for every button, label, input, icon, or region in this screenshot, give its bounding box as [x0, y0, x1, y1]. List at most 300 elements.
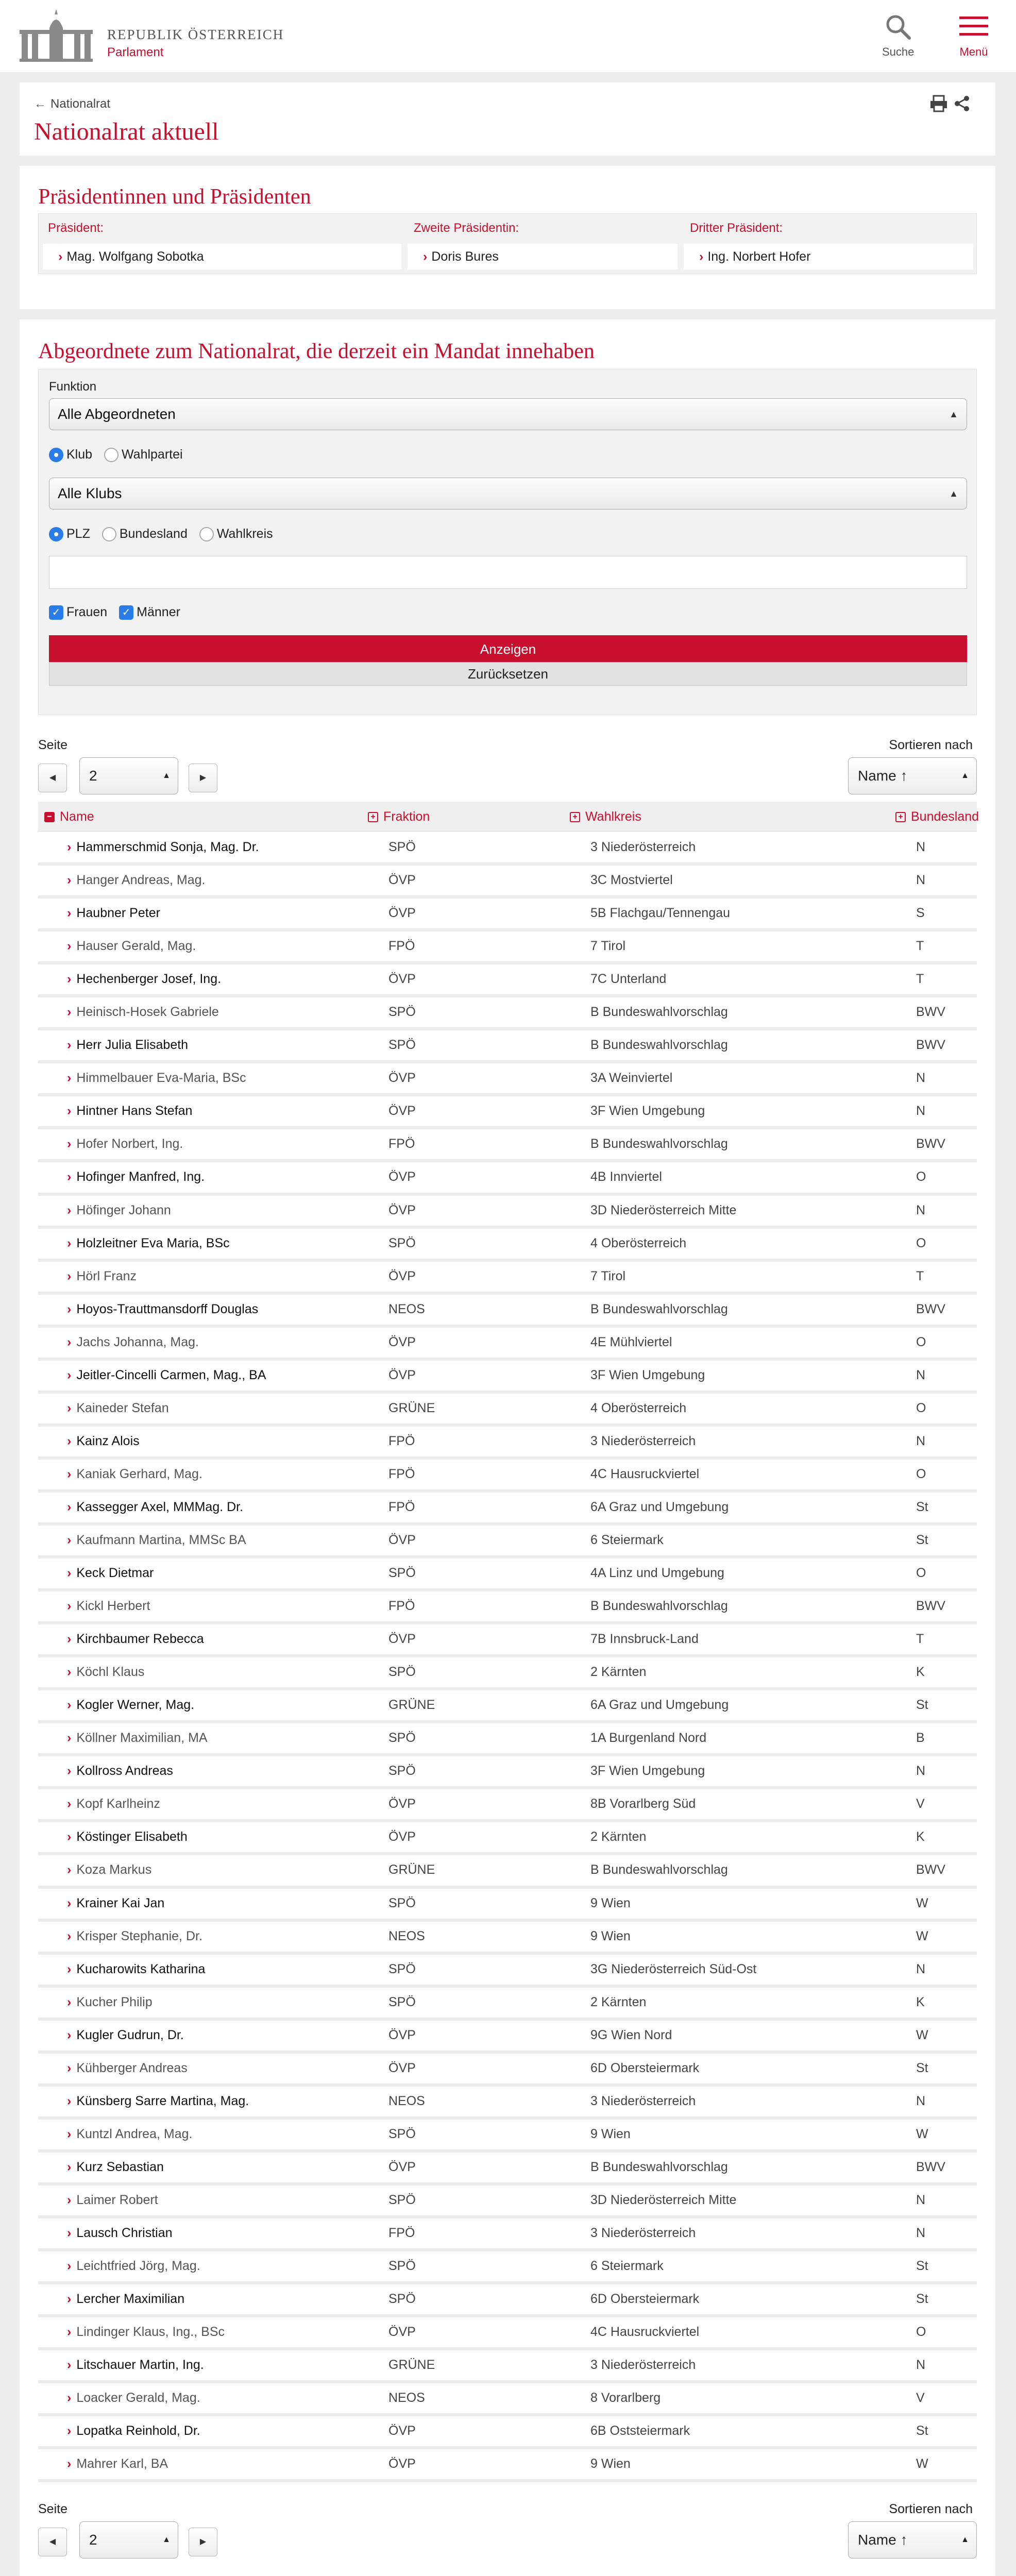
member-name[interactable]: [67, 873, 205, 888]
member-name-text: Haubner Peter: [76, 906, 160, 921]
member-name[interactable]: [67, 1434, 140, 1449]
radio-bundesland[interactable]: [102, 527, 188, 541]
member-wahlkreis: 3F Wien Umgebung: [590, 1367, 705, 1382]
member-wahlkreis: 4E Mühlviertel: [590, 1334, 672, 1349]
klub-radio-group: [49, 447, 191, 462]
member-bundesland: N: [916, 873, 926, 888]
member-name[interactable]: [67, 2424, 200, 2438]
member-name-text: Hechenberger Josef, Ing.: [76, 972, 222, 987]
member-name[interactable]: [67, 1269, 137, 1284]
chevron-right-icon: ›: [67, 1005, 72, 1020]
member-name[interactable]: [67, 2292, 184, 2307]
page-select[interactable]: [79, 2521, 178, 2558]
select-arrows-icon: ▲: [162, 771, 171, 780]
member-name[interactable]: [67, 1401, 169, 1416]
chevron-right-icon: ›: [67, 1829, 72, 1844]
table-row: [38, 1096, 977, 1129]
member-wahlkreis: 6B Oststeiermark: [590, 2424, 690, 2438]
chevron-right-icon: ›: [67, 2424, 72, 2438]
radio-off-icon: [199, 527, 214, 541]
member-name[interactable]: [67, 2127, 192, 2142]
member-fraktion: FPÖ: [388, 1466, 415, 1481]
member-name[interactable]: [67, 1170, 205, 1184]
member-bundesland: St: [916, 2424, 928, 2438]
plz-input[interactable]: [49, 556, 967, 589]
member-name-text: Krainer Kai Jan: [76, 1895, 165, 1910]
president-column: [39, 214, 404, 275]
member-name[interactable]: [67, 1533, 246, 1548]
column-header-bundesland[interactable]: [895, 802, 979, 832]
member-name[interactable]: [67, 1698, 194, 1713]
member-name-text: Kollross Andreas: [76, 1764, 173, 1778]
second-president-link[interactable]: [408, 244, 678, 269]
member-name[interactable]: [67, 2358, 204, 2372]
member-wahlkreis: 7C Unterland: [590, 972, 667, 987]
chevron-right-icon: ›: [67, 2093, 72, 2108]
checkbox-maenner[interactable]: [119, 605, 180, 620]
table-row: [38, 1789, 977, 1822]
funktion-label: Funktion: [49, 380, 97, 394]
table-row: [38, 931, 977, 964]
show-button[interactable]: Anzeigen: [49, 635, 967, 662]
member-fraktion: NEOS: [388, 1928, 425, 1943]
member-fraktion: ÖVP: [388, 873, 416, 888]
member-fraktion: SPÖ: [388, 2192, 416, 2207]
member-bundesland: St: [916, 1698, 928, 1713]
chevron-right-icon: ›: [67, 939, 72, 954]
member-fraktion: ÖVP: [388, 1632, 416, 1647]
member-name[interactable]: [67, 1335, 199, 1350]
prev-page-button[interactable]: [38, 764, 67, 792]
member-wahlkreis: 3F Wien Umgebung: [590, 1104, 705, 1118]
page-actions: [928, 95, 971, 116]
sort-select[interactable]: [848, 2521, 977, 2558]
sort-value: Name ↑: [858, 2532, 908, 2548]
member-name[interactable]: [67, 1599, 150, 1614]
member-wahlkreis: 7B Innsbruck-Land: [590, 1632, 699, 1647]
member-name[interactable]: [67, 1929, 202, 1944]
member-name-text: Loacker Gerald, Mag.: [76, 2391, 200, 2405]
member-name-text: Laimer Robert: [76, 2192, 158, 2207]
radio-klub[interactable]: [49, 447, 92, 462]
chevron-right-icon: ›: [67, 1071, 72, 1086]
funktion-select[interactable]: [49, 398, 967, 430]
radio-off-icon: [102, 527, 116, 541]
table-row: [38, 1229, 977, 1262]
column-header-fraktion[interactable]: [368, 802, 430, 832]
sort-value: Name ↑: [858, 768, 908, 784]
member-fraktion: ÖVP: [388, 2027, 416, 2042]
chevron-right-icon: ›: [67, 1599, 72, 1614]
member-wahlkreis: 6A Graz und Umgebung: [590, 1698, 729, 1713]
table-row: [38, 1394, 977, 1427]
table-row: [38, 1922, 977, 1955]
chevron-right-icon: ›: [67, 2159, 72, 2174]
member-wahlkreis: 7 Tirol: [590, 939, 626, 954]
member-bundesland: T: [916, 972, 924, 987]
chevron-right-icon: ›: [67, 2456, 72, 2471]
prev-page-button[interactable]: [38, 2528, 67, 2556]
klub-value: Alle Klubs: [58, 485, 122, 501]
member-fraktion: ÖVP: [388, 1797, 416, 1811]
member-name-text: Kugler Gudrun, Dr.: [76, 2027, 184, 2042]
member-name[interactable]: [67, 1005, 219, 1020]
member-name[interactable]: [67, 1566, 154, 1581]
member-name[interactable]: [67, 2456, 168, 2471]
search-button[interactable]: [882, 13, 914, 59]
member-wahlkreis: 6 Steiermark: [590, 1532, 664, 1547]
member-wahlkreis: 4C Hausruckviertel: [590, 1466, 700, 1481]
radio-plz[interactable]: [49, 527, 90, 541]
member-wahlkreis: 9 Wien: [590, 1928, 631, 1943]
member-wahlkreis: 3C Mostviertel: [590, 873, 673, 888]
member-name-text: Lindinger Klaus, Ing., BSc: [76, 2325, 225, 2340]
chevron-right-icon: ›: [67, 1698, 72, 1713]
member-name[interactable]: [67, 1071, 246, 1086]
table-row: [38, 2383, 977, 2416]
table-row: [38, 1328, 977, 1361]
table-row: [38, 2087, 977, 2120]
member-wahlkreis: 7 Tirol: [590, 1268, 626, 1283]
table-row: [38, 2120, 977, 2153]
third-president-role: Dritter Präsident:: [690, 221, 783, 235]
member-name[interactable]: [67, 1467, 202, 1482]
member-wahlkreis: 6 Steiermark: [590, 2259, 664, 2274]
member-name-text: Himmelbauer Eva-Maria, BSc: [76, 1071, 246, 1086]
member-name-text: Kaineder Stefan: [76, 1400, 169, 1415]
member-name[interactable]: [67, 1797, 160, 1811]
select-arrows-icon: ▲: [961, 771, 969, 780]
table-row: [38, 1460, 977, 1493]
chevron-right-icon: ›: [67, 2259, 72, 2274]
site-header: [0, 0, 1016, 72]
member-fraktion: FPÖ: [388, 1137, 415, 1151]
member-name-text: Lopatka Reinhold, Dr.: [76, 2424, 200, 2438]
checkbox-frauen[interactable]: [49, 605, 107, 620]
member-name[interactable]: [67, 972, 221, 987]
member-name[interactable]: [67, 2259, 200, 2274]
table-row: [38, 899, 977, 931]
third-president-name: Ing. Norbert Hofer: [707, 249, 811, 264]
member-fraktion: ÖVP: [388, 1104, 416, 1118]
member-name[interactable]: [67, 2028, 184, 2043]
member-name-text: Hanger Andreas, Mag.: [76, 873, 206, 888]
member-bundesland: S: [916, 906, 925, 921]
table-row: [38, 1723, 977, 1756]
third-president-link[interactable]: [684, 244, 973, 269]
chevron-right-icon: ›: [699, 249, 704, 264]
chevron-right-icon: ›: [67, 2060, 72, 2075]
member-bundesland: K: [916, 1829, 925, 1844]
member-name[interactable]: [67, 1665, 144, 1680]
member-fraktion: FPÖ: [388, 1599, 415, 1614]
member-name[interactable]: [67, 1632, 204, 1647]
member-fraktion: SPÖ: [388, 1235, 416, 1250]
table-row: [38, 1063, 977, 1096]
chevron-right-icon: ›: [67, 1235, 72, 1250]
chevron-right-icon: ›: [67, 906, 72, 921]
member-bundesland: N: [916, 1071, 926, 1086]
member-name-text: Krisper Stephanie, Dr.: [76, 1928, 202, 1943]
member-name[interactable]: [67, 1995, 153, 2010]
table-row: [38, 1162, 977, 1195]
member-fraktion: GRÜNE: [388, 1400, 435, 1415]
chevron-right-icon: ›: [67, 1268, 72, 1283]
member-wahlkreis: 2 Kärnten: [590, 1829, 647, 1844]
member-name-text: Lausch Christian: [76, 2225, 173, 2240]
member-name[interactable]: [67, 1236, 230, 1251]
member-fraktion: SPÖ: [388, 2126, 416, 2141]
select-arrows-icon: ▲: [961, 2535, 969, 2544]
table-row: [38, 1030, 977, 1063]
member-wahlkreis: 9 Wien: [590, 1895, 631, 1910]
sort-toggle-icon: −: [44, 812, 55, 822]
member-wahlkreis: 4C Hausruckviertel: [590, 2325, 700, 2340]
member-fraktion: ÖVP: [388, 1170, 416, 1184]
member-wahlkreis: 4A Linz und Umgebung: [590, 1566, 724, 1581]
member-name[interactable]: [67, 2193, 158, 2208]
member-name[interactable]: [67, 906, 160, 921]
radio-klub-label: Klub: [66, 447, 93, 462]
member-name[interactable]: [67, 2391, 200, 2405]
chevron-right-icon: ›: [67, 2192, 72, 2207]
member-name-text: Höfinger Johann: [76, 1202, 171, 1217]
member-wahlkreis: 3 Niederösterreich: [590, 840, 696, 854]
select-arrows-icon: ▲: [949, 409, 958, 419]
member-name[interactable]: [67, 1829, 188, 1844]
member-name-text: Hammerschmid Sonja, Mag. Dr.: [76, 840, 259, 854]
president-name: Mag. Wolfgang Sobotka: [66, 249, 204, 264]
table-row: [38, 2416, 977, 2449]
radio-wahlpartei[interactable]: [104, 447, 183, 462]
reset-button[interactable]: Zurücksetzen: [49, 662, 967, 686]
breadcrumb[interactable]: [34, 97, 110, 111]
chevron-right-icon: ›: [67, 1202, 72, 1217]
sort-label: Sortieren nach: [889, 2502, 973, 2516]
member-fraktion: GRÜNE: [388, 2358, 435, 2372]
member-wahlkreis: 9 Wien: [590, 2126, 631, 2141]
chevron-right-icon: ›: [423, 249, 428, 264]
member-name[interactable]: [67, 1896, 164, 1911]
column-header-wahlkreis[interactable]: [570, 802, 641, 832]
chevron-right-icon: ›: [67, 1038, 72, 1053]
select-arrows-icon: ▲: [949, 488, 958, 499]
table-row: [38, 964, 977, 997]
page-title: Nationalrat aktuell: [34, 118, 219, 145]
member-bundesland: N: [916, 2192, 926, 2207]
chevron-right-icon: ›: [67, 2027, 72, 2042]
member-fraktion: SPÖ: [388, 840, 416, 854]
table-row: [38, 1558, 977, 1591]
table-row: [38, 1624, 977, 1657]
member-bundesland: St: [916, 1532, 928, 1547]
member-name-text: Hörl Franz: [76, 1268, 137, 1283]
member-name-text: Herr Julia Elisabeth: [76, 1038, 189, 1053]
parliament-logo[interactable]: [19, 7, 94, 63]
member-wahlkreis: 3 Niederösterreich: [590, 2358, 696, 2372]
second-president-name: Doris Bures: [431, 249, 499, 264]
chevron-right-icon: ›: [67, 1961, 72, 1976]
pager-top: [38, 738, 977, 805]
chevron-right-icon: ›: [67, 873, 72, 888]
member-name-text: Kucharowits Katharina: [76, 1961, 206, 1976]
menu-button[interactable]: [958, 13, 989, 59]
table-row: [38, 2284, 977, 2317]
member-bundesland: K: [916, 1665, 925, 1680]
member-name-text: Hintner Hans Stefan: [76, 1104, 193, 1118]
column-header-name[interactable]: [44, 802, 94, 832]
table-row: [38, 2317, 977, 2350]
sort-toggle-icon: +: [570, 812, 580, 822]
chevron-right-icon: ›: [67, 2358, 72, 2372]
member-name[interactable]: [67, 2325, 225, 2340]
chevron-right-icon: ›: [67, 1731, 72, 1745]
member-name-text: Lercher Maximilian: [76, 2292, 185, 2307]
member-fraktion: ÖVP: [388, 2159, 416, 2174]
chevron-right-icon: ›: [67, 2292, 72, 2307]
radio-on-icon: [49, 527, 63, 541]
member-bundesland: St: [916, 2060, 928, 2075]
member-fraktion: ÖVP: [388, 1334, 416, 1349]
member-name-text: Holzleitner Eva Maria, BSc: [76, 1235, 230, 1250]
header-name-label: Name: [60, 809, 94, 824]
member-name[interactable]: [67, 2061, 188, 2076]
member-bundesland: BWV: [916, 1862, 945, 1877]
member-name[interactable]: [67, 1500, 243, 1515]
gender-checks: [49, 604, 189, 620]
member-wahlkreis: 3 Niederösterreich: [590, 2225, 696, 2240]
next-page-button[interactable]: [189, 2528, 217, 2556]
member-name-text: Jachs Johanna, Mag.: [76, 1334, 199, 1349]
chevron-right-icon: ›: [67, 1928, 72, 1943]
table-header: [38, 802, 977, 832]
member-name[interactable]: [67, 1764, 173, 1778]
member-bundesland: N: [916, 1961, 926, 1976]
member-name[interactable]: [67, 1731, 208, 1745]
table-row: [38, 997, 977, 1030]
member-name[interactable]: [67, 1038, 188, 1053]
chevron-right-icon: ›: [58, 249, 63, 264]
share-icon[interactable]: [953, 95, 971, 112]
member-name[interactable]: [67, 1368, 266, 1383]
chevron-right-icon: ›: [67, 2325, 72, 2340]
member-name-text: Kogler Werner, Mag.: [76, 1698, 195, 1713]
president-link[interactable]: [43, 244, 401, 269]
member-wahlkreis: 6D Obersteiermark: [590, 2292, 700, 2307]
member-fraktion: ÖVP: [388, 2325, 416, 2340]
member-fraktion: SPÖ: [388, 2292, 416, 2307]
page-select[interactable]: [79, 757, 178, 794]
table-row: [38, 1295, 977, 1328]
member-name-text: Heinisch-Hosek Gabriele: [76, 1005, 219, 1020]
sort-label: Sortieren nach: [889, 738, 973, 752]
checkbox-frauen-label: Frauen: [66, 604, 108, 619]
next-page-button[interactable]: [189, 764, 217, 792]
member-fraktion: NEOS: [388, 2093, 425, 2108]
member-name-text: Koza Markus: [76, 1862, 152, 1877]
member-bundesland: K: [916, 1994, 925, 2009]
sort-toggle-icon: +: [368, 812, 378, 822]
search-icon: [885, 13, 911, 40]
member-bundesland: St: [916, 2292, 928, 2307]
member-name[interactable]: [67, 840, 259, 855]
member-name[interactable]: [67, 1104, 192, 1118]
sort-toggle-icon: +: [895, 812, 906, 822]
member-name-text: Kuntzl Andrea, Mag.: [76, 2126, 193, 2141]
member-fraktion: FPÖ: [388, 939, 415, 954]
presidents-heading: Präsidentinnen und Präsidenten: [38, 185, 311, 209]
chevron-right-icon: ›: [67, 1895, 72, 1910]
member-bundesland: N: [916, 1764, 926, 1778]
table-row: [38, 2350, 977, 2383]
table-row: [38, 2021, 977, 2054]
member-name[interactable]: [67, 2094, 249, 2109]
member-bundesland: T: [916, 1632, 924, 1647]
chevron-right-icon: ›: [67, 1532, 72, 1547]
chevron-left-icon: ◀: [49, 2537, 56, 2546]
table-row: [38, 1262, 977, 1295]
sort-select[interactable]: [848, 757, 977, 794]
checkmark-icon: ✓: [119, 605, 133, 620]
member-fraktion: SPÖ: [388, 1764, 416, 1778]
chevron-right-icon: ›: [67, 1632, 72, 1647]
member-name[interactable]: [67, 2160, 164, 2175]
third-president-column: [681, 214, 977, 275]
print-icon[interactable]: [928, 95, 949, 112]
member-fraktion: FPÖ: [388, 1499, 415, 1514]
chevron-left-icon: ◀: [49, 773, 56, 782]
table-row: [38, 1427, 977, 1460]
klub-select[interactable]: [49, 478, 967, 510]
member-name[interactable]: [67, 1203, 171, 1218]
member-wahlkreis: B Bundeswahlvorschlag: [590, 1038, 728, 1053]
chevron-right-icon: ›: [67, 1400, 72, 1415]
member-bundesland: N: [916, 1104, 926, 1118]
member-wahlkreis: 3G Niederösterreich Süd-Ost: [590, 1961, 757, 1976]
member-name[interactable]: [67, 1302, 258, 1317]
member-wahlkreis: 4B Innviertel: [590, 1170, 662, 1184]
member-name[interactable]: [67, 1962, 205, 1977]
member-bundesland: BWV: [916, 1137, 945, 1151]
member-name[interactable]: [67, 2226, 173, 2241]
member-wahlkreis: B Bundeswahlvorschlag: [590, 1599, 728, 1614]
member-name-text: Kickl Herbert: [76, 1599, 150, 1614]
chevron-right-icon: ›: [67, 1466, 72, 1481]
member-fraktion: NEOS: [388, 1301, 425, 1316]
member-bundesland: O: [916, 2325, 926, 2340]
chevron-right-icon: ›: [67, 1862, 72, 1877]
member-name[interactable]: [67, 1862, 151, 1877]
member-wahlkreis: 9 Wien: [590, 2456, 631, 2471]
table-row: [38, 2449, 977, 2482]
member-name[interactable]: [67, 1137, 183, 1151]
table-row: [38, 1855, 977, 1888]
table-row: [38, 2185, 977, 2218]
member-name-text: Kühberger Andreas: [76, 2060, 188, 2075]
table-row: [38, 1889, 977, 1922]
member-name-text: Jeitler-Cincelli Carmen, Mag., BA: [76, 1367, 266, 1382]
breadcrumb-link[interactable]: Nationalrat: [50, 97, 111, 111]
radio-wahlkreis[interactable]: [199, 527, 273, 541]
member-bundesland: N: [916, 1433, 926, 1448]
header-wahlkreis-label: Wahlkreis: [585, 809, 641, 824]
member-bundesland: O: [916, 1170, 926, 1184]
member-fraktion: ÖVP: [388, 2456, 416, 2471]
radio-wahlpartei-label: Wahlpartei: [122, 447, 183, 462]
member-fraktion: FPÖ: [388, 1433, 415, 1448]
member-name[interactable]: [67, 939, 196, 954]
table-row: [38, 1690, 977, 1723]
